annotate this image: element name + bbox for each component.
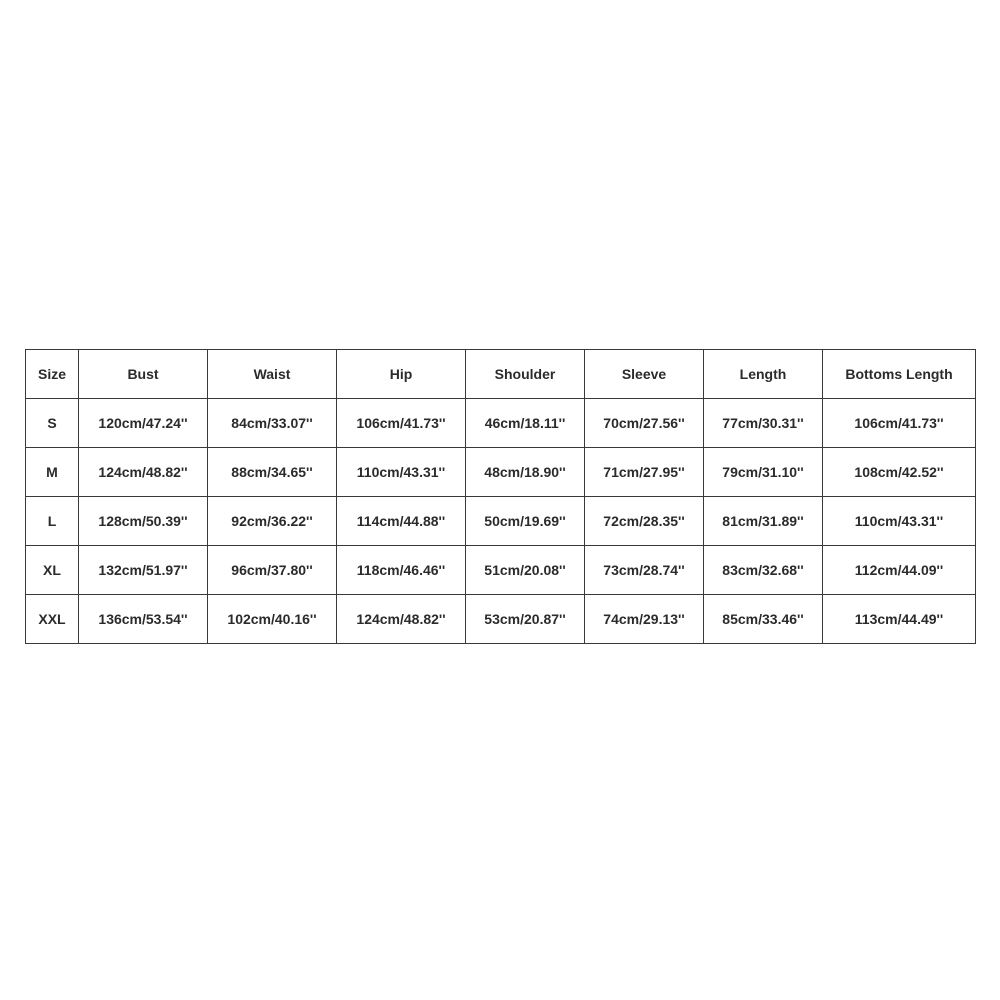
cell-size: L <box>26 497 79 546</box>
cell-bottoms-length: 108cm/42.52'' <box>823 448 976 497</box>
cell-bust: 136cm/53.54'' <box>79 595 208 644</box>
cell-waist: 88cm/34.65'' <box>208 448 337 497</box>
table-row <box>26 497 976 546</box>
table-row <box>26 399 976 448</box>
table-row <box>26 595 976 644</box>
cell-waist: 96cm/37.80'' <box>208 546 337 595</box>
header-waist: Waist <box>208 350 337 399</box>
cell-waist: 92cm/36.22'' <box>208 497 337 546</box>
cell-size: XXL <box>26 595 79 644</box>
cell-bust: 124cm/48.82'' <box>79 448 208 497</box>
cell-length: 77cm/30.31'' <box>704 399 823 448</box>
cell-sleeve: 70cm/27.56'' <box>585 399 704 448</box>
header-sleeve: Sleeve <box>585 350 704 399</box>
cell-waist: 84cm/33.07'' <box>208 399 337 448</box>
cell-length: 79cm/31.10'' <box>704 448 823 497</box>
header-shoulder: Shoulder <box>466 350 585 399</box>
cell-shoulder: 46cm/18.11'' <box>466 399 585 448</box>
cell-bust: 120cm/47.24'' <box>79 399 208 448</box>
header-bottoms-length: Bottoms Length <box>823 350 976 399</box>
cell-size: S <box>26 399 79 448</box>
cell-hip: 114cm/44.88'' <box>337 497 466 546</box>
cell-sleeve: 72cm/28.35'' <box>585 497 704 546</box>
cell-waist: 102cm/40.16'' <box>208 595 337 644</box>
cell-bottoms-length: 113cm/44.49'' <box>823 595 976 644</box>
cell-shoulder: 53cm/20.87'' <box>466 595 585 644</box>
cell-sleeve: 71cm/27.95'' <box>585 448 704 497</box>
cell-length: 83cm/32.68'' <box>704 546 823 595</box>
header-row <box>26 350 976 399</box>
cell-length: 85cm/33.46'' <box>704 595 823 644</box>
cell-sleeve: 74cm/29.13'' <box>585 595 704 644</box>
cell-bottoms-length: 112cm/44.09'' <box>823 546 976 595</box>
cell-sleeve: 73cm/28.74'' <box>585 546 704 595</box>
cell-hip: 124cm/48.82'' <box>337 595 466 644</box>
header-bust: Bust <box>79 350 208 399</box>
cell-size: XL <box>26 546 79 595</box>
cell-hip: 118cm/46.46'' <box>337 546 466 595</box>
cell-shoulder: 50cm/19.69'' <box>466 497 585 546</box>
cell-bust: 128cm/50.39'' <box>79 497 208 546</box>
cell-shoulder: 48cm/18.90'' <box>466 448 585 497</box>
cell-bottoms-length: 106cm/41.73'' <box>823 399 976 448</box>
table-row <box>26 448 976 497</box>
cell-bust: 132cm/51.97'' <box>79 546 208 595</box>
size-chart-table <box>25 349 976 644</box>
cell-bottoms-length: 110cm/43.31'' <box>823 497 976 546</box>
cell-hip: 110cm/43.31'' <box>337 448 466 497</box>
header-size: Size <box>26 350 79 399</box>
header-length: Length <box>704 350 823 399</box>
cell-hip: 106cm/41.73'' <box>337 399 466 448</box>
cell-length: 81cm/31.89'' <box>704 497 823 546</box>
cell-size: M <box>26 448 79 497</box>
cell-shoulder: 51cm/20.08'' <box>466 546 585 595</box>
table-row <box>26 546 976 595</box>
header-hip: Hip <box>337 350 466 399</box>
